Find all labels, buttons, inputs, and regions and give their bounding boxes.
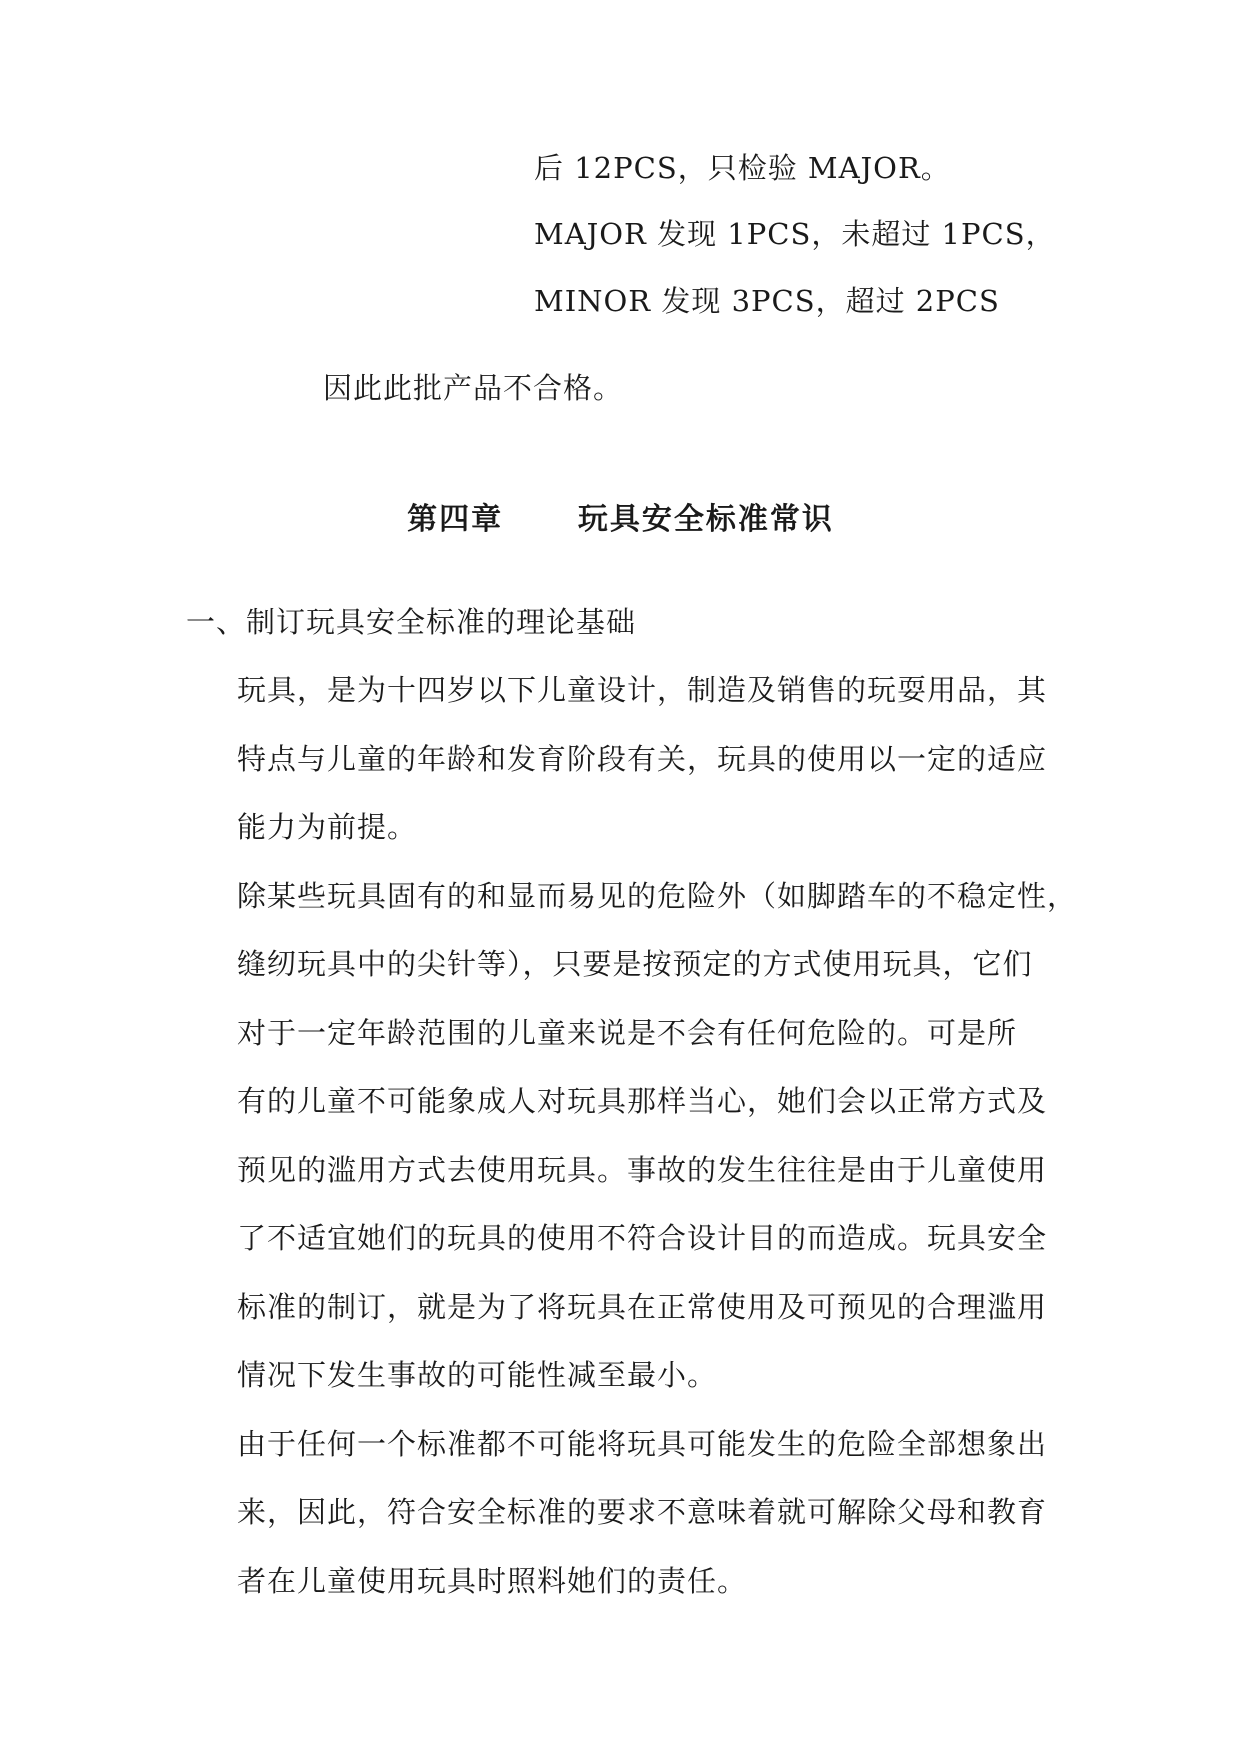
paragraph-2-line-5: 预见的滥用方式去使用玩具。事故的发生往往是由于儿童使用 <box>237 1153 1048 1187</box>
paragraph-2-line-2: 缝纫玩具中的尖针等），只要是按预定的方式使用玩具，它们 <box>237 947 1033 981</box>
inspection-line-2: MAJOR 发现 1PCS，未超过 1PCS， <box>534 217 1056 251</box>
paragraph-2-line-6: 了不适宜她们的玩具的使用不符合设计目的而造成。玩具安全 <box>237 1221 1048 1255</box>
paragraph-1-line-2: 特点与儿童的年龄和发育阶段有关，玩具的使用以一定的适应 <box>237 742 1048 776</box>
paragraph-2-line-4: 有的儿童不可能象成人对玩具那样当心，她们会以正常方式及 <box>237 1084 1048 1118</box>
paragraph-2-line-7: 标准的制订，就是为了将玩具在正常使用及可预见的合理滥用 <box>237 1290 1048 1324</box>
paragraph-1-line-1: 玩具，是为十四岁以下儿童设计，制造及销售的玩耍用品，其 <box>237 673 1048 707</box>
paragraph-2-line-1: 除某些玩具固有的和显而易见的危险外（如脚踏车的不稳定性， <box>237 879 1078 913</box>
chapter-title: 第四章 玩具安全标准常识 <box>407 502 834 537</box>
paragraph-3-line-2: 来，因此，符合安全标准的要求不意味着就可解除父母和教育 <box>237 1495 1048 1529</box>
conclusion-line: 因此此批产品不合格。 <box>323 371 624 405</box>
paragraph-2-line-8: 情况下发生事故的可能性减至最小。 <box>237 1358 718 1392</box>
section-heading: 一、制订玩具安全标准的理论基础 <box>186 605 637 639</box>
paragraph-2-line-3: 对于一定年龄范围的儿童来说是不会有任何危险的。可是所 <box>237 1016 1018 1050</box>
paragraph-3-line-1: 由于任何一个标准都不可能将玩具可能发生的危险全部想象出 <box>237 1427 1048 1461</box>
paragraph-3-line-3: 者在儿童使用玩具时照料她们的责任。 <box>237 1564 748 1598</box>
inspection-line-3: MINOR 发现 3PCS，超过 2PCS <box>534 284 1000 318</box>
paragraph-1-line-3: 能力为前提。 <box>237 810 418 844</box>
inspection-line-1: 后 12PCS，只检验 MAJOR。 <box>534 151 951 185</box>
